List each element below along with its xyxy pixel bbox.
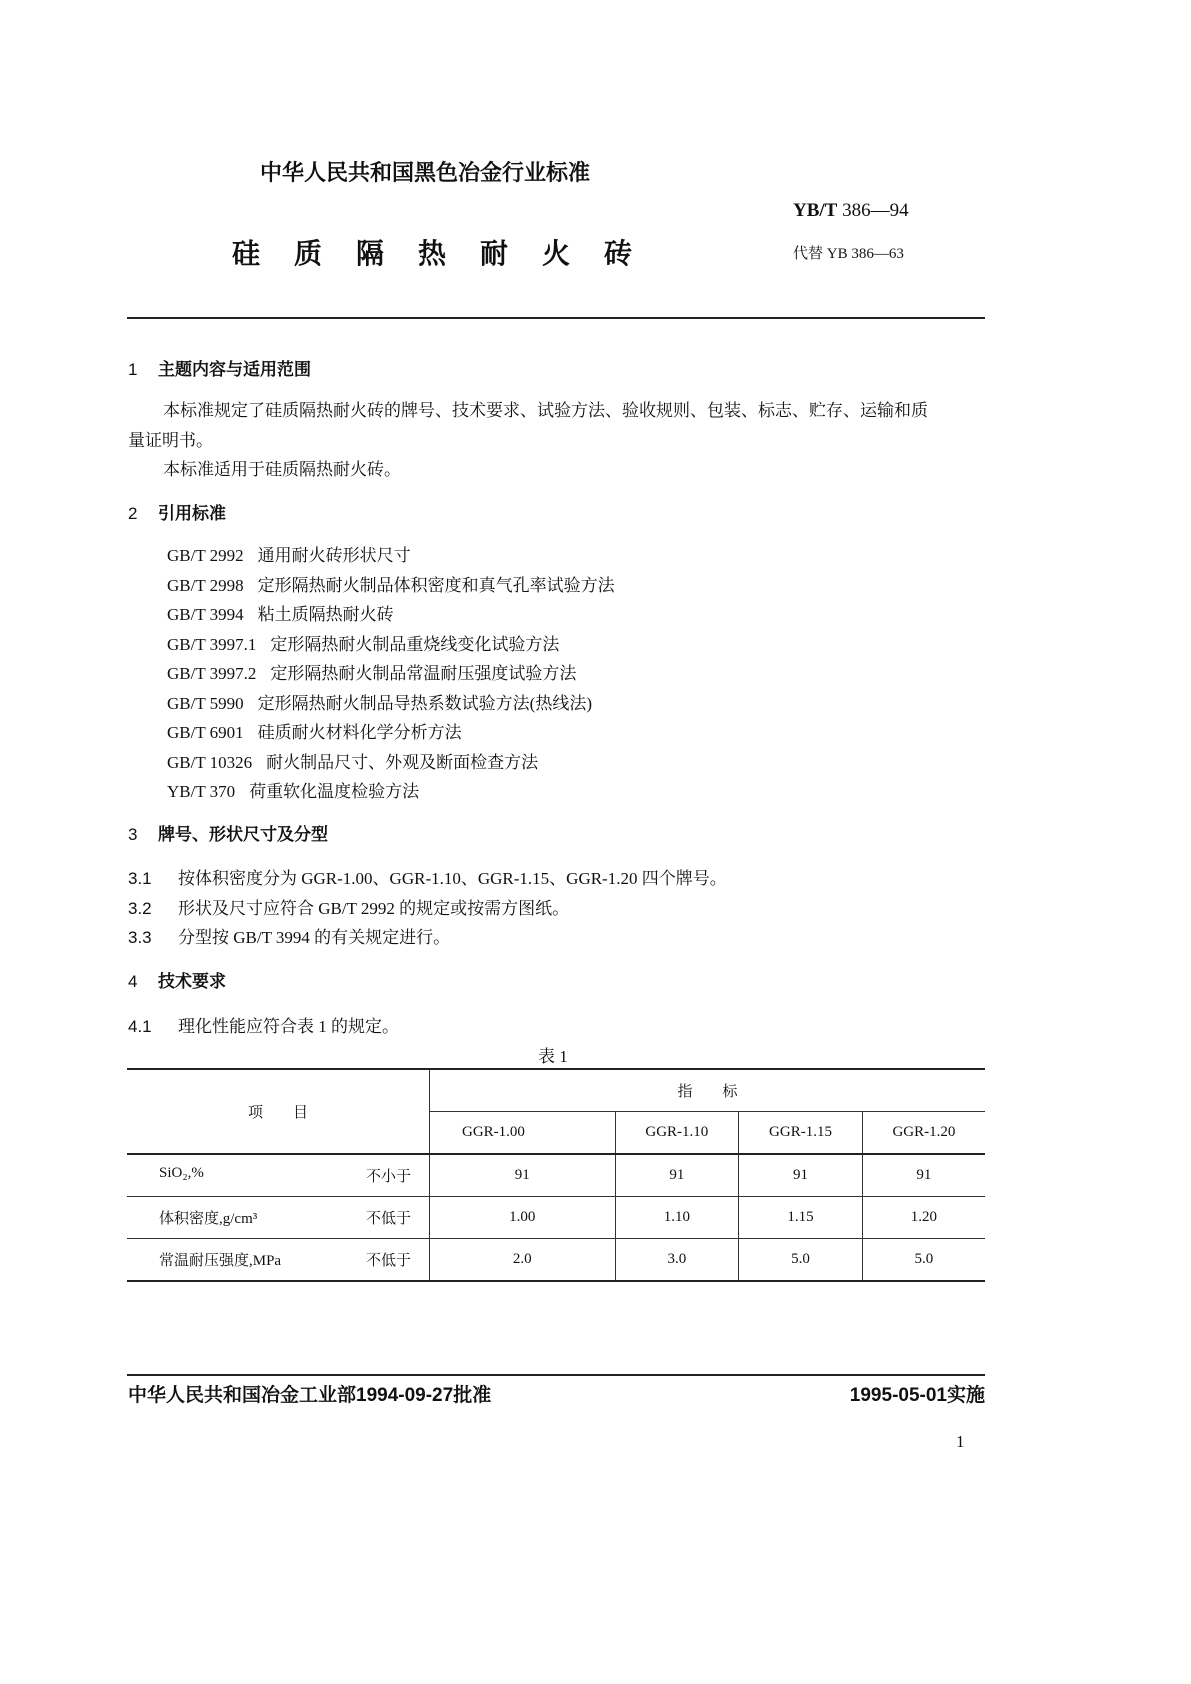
- reference-name: 定形隔热耐火制品常温耐压强度试验方法: [270, 664, 577, 683]
- reference-code: YB/T 370: [167, 782, 236, 801]
- section-3-heading: 3 牌号、形状尺寸及分型: [128, 825, 328, 844]
- table-row: [127, 1239, 985, 1282]
- paragraph: 本标准适用于硅质隔热耐火砖。: [163, 460, 401, 479]
- reference-item: [167, 571, 615, 596]
- section-2-heading: 2 引用标准: [128, 504, 226, 523]
- reference-code: GB/T 5990: [167, 693, 244, 713]
- column-header: GGR-1.00: [430, 1112, 616, 1155]
- value-cell: 91: [615, 1154, 739, 1197]
- code-number: 386—94: [842, 200, 909, 221]
- group-header: 指 标: [430, 1069, 986, 1112]
- clause-4-1: 4.1 理化性能应符合表 1 的规定。: [128, 1017, 399, 1036]
- clause-3-3: 3.3 分型按 GB/T 3994 的有关规定进行。: [128, 928, 451, 947]
- code-prefix: YB/T: [793, 200, 838, 221]
- page-number: 1: [956, 1432, 965, 1451]
- reference-name: 硅质耐火材料化学分析方法: [257, 723, 462, 742]
- reference-item: [167, 748, 538, 773]
- reference-code: GB/T 3997.1: [167, 634, 257, 654]
- footer-rule: [127, 1374, 985, 1376]
- table-row: [127, 1197, 985, 1239]
- reference-name: 通用耐火砖形状尺寸: [257, 546, 411, 565]
- reference-code: GB/T 3994: [167, 605, 244, 624]
- column-header: GGR-1.10: [615, 1112, 739, 1155]
- document-title: 硅质隔热耐火砖: [232, 238, 667, 269]
- reference-code: GB/T 10326: [167, 752, 253, 772]
- reference-item: [167, 659, 576, 684]
- header-rule: [127, 317, 985, 319]
- reference-code: GB/T 3997.2: [167, 664, 257, 683]
- value-cell: 2.0: [430, 1239, 616, 1282]
- value-cell: 5.0: [739, 1239, 863, 1282]
- value-cell: 3.0: [615, 1239, 739, 1282]
- reference-item: [167, 689, 592, 714]
- column-header: GGR-1.20: [862, 1112, 985, 1155]
- value-cell: 1.10: [615, 1197, 739, 1239]
- approval-note: 中华人民共和国冶金工业部1994-09-27批准: [128, 1385, 492, 1406]
- properties-table: [127, 1068, 985, 1282]
- value-cell: 1.15: [739, 1197, 863, 1239]
- standard-code: [793, 200, 909, 222]
- reference-item: [167, 600, 394, 625]
- reference-code: GB/T 2998: [167, 575, 244, 595]
- effective-date: 1995-05-01实施: [849, 1385, 985, 1406]
- reference-item: [167, 718, 462, 743]
- reference-code: GB/T 6901: [167, 723, 244, 742]
- item-cell: 常温耐压强度,MPa 不低于: [127, 1239, 430, 1282]
- section-4-heading: 4 技术要求: [128, 972, 226, 991]
- reference-item: [167, 777, 419, 802]
- value-cell: 5.0: [862, 1239, 985, 1282]
- reference-item: [167, 630, 559, 655]
- reference-name: 粘土质隔热耐火砖: [257, 605, 394, 624]
- replaces-note: 代替 YB 386—63: [793, 246, 904, 262]
- reference-name: 荷重软化温度检验方法: [249, 782, 420, 801]
- value-cell: 91: [430, 1154, 616, 1197]
- column-header: GGR-1.15: [739, 1112, 863, 1155]
- clause-3-2: 3.2 形状及尺寸应符合 GB/T 2992 的规定或按需方图纸。: [128, 899, 570, 918]
- reference-name: 定形隔热耐火制品体积密度和真气孔率试验方法: [257, 575, 615, 595]
- clause-3-1: 3.1 按体积密度分为 GGR-1.00、GGR-1.10、GGR-1.15、GGR-1.20 四个牌号。: [128, 869, 727, 888]
- item-header: 项 目: [127, 1069, 430, 1154]
- value-cell: 1.20: [862, 1197, 985, 1239]
- reference-item: [167, 541, 411, 566]
- value-cell: 91: [862, 1154, 985, 1197]
- org-title: 中华人民共和国黑色冶金行业标准: [260, 160, 591, 185]
- value-cell: 1.00: [430, 1197, 616, 1239]
- reference-name: 定形隔热耐火制品重烧线变化试验方法: [270, 634, 560, 654]
- section-1-heading: 1 主题内容与适用范围: [128, 360, 311, 379]
- paragraph: 本标准规定了硅质隔热耐火砖的牌号、技术要求、试验方法、验收规则、包装、标志、贮存、运输和质: [163, 401, 928, 420]
- table-caption: 表 1: [538, 1047, 568, 1066]
- value-cell: 91: [739, 1154, 863, 1197]
- reference-name: 耐火制品尺寸、外观及断面检查方法: [266, 752, 539, 772]
- paragraph: 量证明书。: [128, 431, 213, 450]
- table-row: [127, 1154, 985, 1197]
- item-cell: SiO₂,% 不小于: [127, 1154, 430, 1197]
- item-cell: 体积密度,g/cm³ 不低于: [127, 1197, 430, 1239]
- reference-code: GB/T 2992: [167, 546, 244, 565]
- reference-name: 定形隔热耐火制品导热系数试验方法(热线法): [257, 693, 592, 713]
